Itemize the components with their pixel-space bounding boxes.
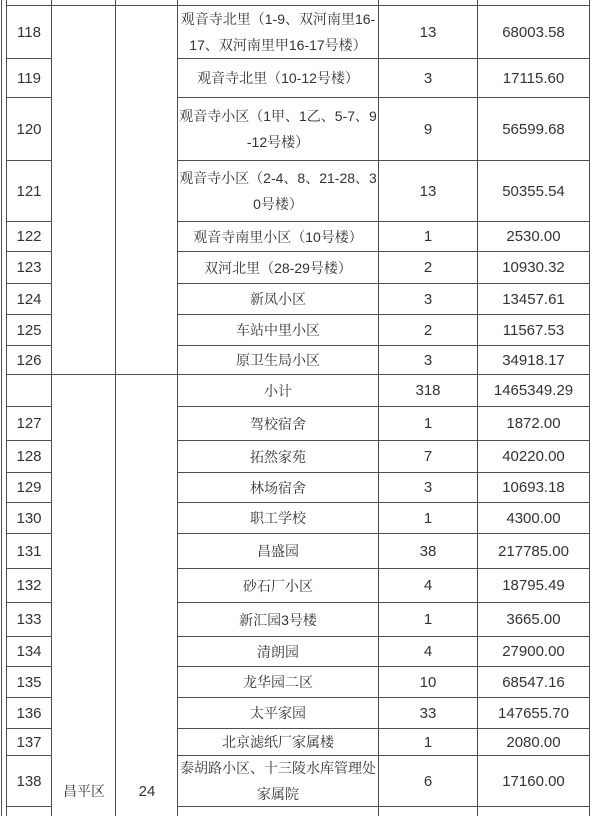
district-merged-cell bbox=[52, 503, 116, 534]
row-number-cell: 126 bbox=[6, 346, 52, 375]
unit-count-cell: 3 bbox=[379, 59, 478, 98]
table-row-120 bbox=[6, 98, 590, 161]
district-merged-cell bbox=[52, 603, 116, 637]
district-merged-cell bbox=[52, 346, 116, 375]
row-number-cell: 130 bbox=[6, 503, 52, 534]
row-number-cell: 120 bbox=[6, 98, 52, 161]
district-count-merged-cell bbox=[116, 59, 178, 98]
unit-count-cell: 9 bbox=[379, 98, 478, 161]
amount-cell: 10930.32 bbox=[478, 252, 590, 284]
row-number-cell: 131 bbox=[6, 534, 52, 569]
district-merged-cell bbox=[52, 534, 116, 569]
table-row-118 bbox=[6, 6, 590, 59]
unit-count-cell: 2 bbox=[379, 252, 478, 284]
amount-cell: 13457.61 bbox=[478, 284, 590, 315]
unit-count-cell: 33 bbox=[379, 698, 478, 729]
community-name-cell: 砂石厂小区 bbox=[178, 569, 379, 603]
amount-cell: 17160.00 bbox=[478, 756, 590, 807]
row-number-cell: 134 bbox=[6, 637, 52, 667]
table-row-123 bbox=[6, 252, 590, 284]
community-name-cell: 观音寺小区（1甲、1乙、5-7、9-12号楼） bbox=[178, 98, 379, 161]
district-count-merged-cell bbox=[116, 729, 178, 756]
amount-cell: 4300.00 bbox=[478, 503, 590, 534]
community-name-cell: 职工学校 bbox=[178, 503, 379, 534]
row-number-cell: 125 bbox=[6, 315, 52, 346]
district-count-merged-cell bbox=[116, 6, 178, 59]
unit-count-cell: 3 bbox=[379, 284, 478, 315]
amount-cell: 147655.70 bbox=[478, 698, 590, 729]
amount-cell: 27900.00 bbox=[478, 637, 590, 667]
row-number-cell: 135 bbox=[6, 667, 52, 698]
unit-count-cell: 2 bbox=[379, 315, 478, 346]
row-number-cell: 124 bbox=[6, 284, 52, 315]
unit-count-cell: 1 bbox=[379, 503, 478, 534]
community-name-cell: 车站中里小区 bbox=[178, 315, 379, 346]
table-row-133 bbox=[6, 603, 590, 637]
community-name-cell: 龙华园二区 bbox=[178, 667, 379, 698]
district-name-label: 昌平区 bbox=[63, 783, 105, 799]
row-number-cell: 123 bbox=[6, 252, 52, 284]
community-name-cell: 观音寺南里小区（10号楼） bbox=[178, 222, 379, 252]
unit-count-cell: 38 bbox=[379, 534, 478, 569]
district-count-merged-cell bbox=[116, 534, 178, 569]
subtotal-label-cell: 小计 bbox=[178, 375, 379, 407]
row-number-cell: 128 bbox=[6, 441, 52, 473]
district-merged-cell bbox=[52, 98, 116, 161]
district-count-merged-cell bbox=[116, 222, 178, 252]
amount-cell: 56599.68 bbox=[478, 98, 590, 161]
table-row-137 bbox=[6, 729, 590, 756]
table-row-136 bbox=[6, 698, 590, 729]
unit-count-cell: 13 bbox=[379, 161, 478, 222]
amount-cell: 40220.00 bbox=[478, 441, 590, 473]
unit-count-cell: 6 bbox=[379, 756, 478, 807]
district-merged-cell bbox=[52, 222, 116, 252]
row-number-cell: 132 bbox=[6, 569, 52, 603]
district-count-merged-cell bbox=[116, 441, 178, 473]
table-row-126 bbox=[6, 346, 590, 375]
table-row-127 bbox=[6, 407, 590, 441]
row-number-cell: 136 bbox=[6, 698, 52, 729]
community-name-cell: 观音寺北里（10-12号楼） bbox=[178, 59, 379, 98]
district-count-merged-cell bbox=[116, 637, 178, 667]
district-merged-cell bbox=[52, 284, 116, 315]
community-name-cell: 驾校宿舍 bbox=[178, 407, 379, 441]
row-number-cell: 119 bbox=[6, 59, 52, 98]
community-name-cell: 林场宿舍 bbox=[178, 473, 379, 503]
unit-count-cell: 13 bbox=[379, 6, 478, 59]
table-row-119 bbox=[6, 59, 590, 98]
community-name-cell: 观音寺小区（2-4、8、21-28、30号楼） bbox=[178, 161, 379, 222]
district-count-merged-cell bbox=[116, 375, 178, 407]
cropped-left-border bbox=[1, 0, 2, 816]
row-number-cell: 122 bbox=[6, 222, 52, 252]
subtotal-amount-cell: 1465349.29 bbox=[478, 375, 590, 407]
amount-cell: 17115.60 bbox=[478, 59, 590, 98]
district-merged-cell bbox=[52, 6, 116, 59]
district-count-merged-cell bbox=[116, 473, 178, 503]
community-name-cell: 太平家园 bbox=[178, 698, 379, 729]
table-row-134 bbox=[6, 637, 590, 667]
row-number-cell: 121 bbox=[6, 161, 52, 222]
row-number-cell: 137 bbox=[6, 729, 52, 756]
table-row-121 bbox=[6, 161, 590, 222]
district-count-merged-cell bbox=[116, 252, 178, 284]
district-merged-cell bbox=[52, 375, 116, 407]
unit-count-cell: 1 bbox=[379, 222, 478, 252]
amount-cell: 1872.00 bbox=[478, 407, 590, 441]
table-row-128 bbox=[6, 441, 590, 473]
row-number-cell bbox=[6, 375, 52, 407]
district-merged-cell bbox=[52, 637, 116, 667]
data-table bbox=[6, 0, 590, 816]
amount-cell: 3665.00 bbox=[478, 603, 590, 637]
table-row-131 bbox=[6, 534, 590, 569]
row-number-cell: 129 bbox=[6, 473, 52, 503]
district-merged-cell bbox=[52, 161, 116, 222]
district-merged-cell bbox=[52, 569, 116, 603]
district-merged-cell bbox=[52, 441, 116, 473]
district-count-merged-cell bbox=[116, 346, 178, 375]
amount-cell: 217785.00 bbox=[478, 534, 590, 569]
unit-count-cell: 4 bbox=[379, 637, 478, 667]
unit-count-cell: 1 bbox=[379, 729, 478, 756]
district-merged-cell bbox=[52, 473, 116, 503]
community-name-cell: 新凤小区 bbox=[178, 284, 379, 315]
community-name-cell: 双河北里（28-29号楼） bbox=[178, 252, 379, 284]
district-merged-cell bbox=[52, 729, 116, 756]
community-name-cell: 观音寺北里（1-9、双河南里16-17、双河南里甲16-17号楼） bbox=[178, 6, 379, 59]
district-count-merged-cell bbox=[116, 284, 178, 315]
district-count-merged-cell bbox=[116, 603, 178, 637]
district-count-merged-cell bbox=[116, 569, 178, 603]
district-count-merged-cell bbox=[116, 161, 178, 222]
unit-count-cell: 10 bbox=[379, 667, 478, 698]
cropped-row-above bbox=[6, 0, 590, 5]
community-name-cell: 拓然家苑 bbox=[178, 441, 379, 473]
district-count-merged-cell bbox=[116, 503, 178, 534]
table-row-125 bbox=[6, 315, 590, 346]
community-name-cell: 北京滤纸厂家属楼 bbox=[178, 729, 379, 756]
district-merged-cell bbox=[52, 59, 116, 98]
district-merged-cell bbox=[52, 252, 116, 284]
table-row-124 bbox=[6, 284, 590, 315]
community-name-cell: 新汇园3号楼 bbox=[178, 603, 379, 637]
amount-cell: 18795.49 bbox=[478, 569, 590, 603]
community-name-cell: 昌盛园 bbox=[178, 534, 379, 569]
unit-count-cell: 3 bbox=[379, 473, 478, 503]
row-number-cell: 118 bbox=[6, 6, 52, 59]
amount-cell: 34918.17 bbox=[478, 346, 590, 375]
district-count-merged-cell bbox=[116, 407, 178, 441]
amount-cell: 50355.54 bbox=[478, 161, 590, 222]
amount-cell: 2530.00 bbox=[478, 222, 590, 252]
cropped-row-below bbox=[6, 807, 590, 816]
community-name-cell: 泰胡路小区、十三陵水库管理处家属院 bbox=[178, 756, 379, 807]
unit-count-cell: 3 bbox=[379, 346, 478, 375]
amount-cell: 2080.00 bbox=[478, 729, 590, 756]
subtotal-count-cell: 318 bbox=[379, 375, 478, 407]
unit-count-cell: 1 bbox=[379, 407, 478, 441]
district-count-merged-cell bbox=[116, 98, 178, 161]
district-count-merged-cell bbox=[116, 667, 178, 698]
district-merged-cell bbox=[52, 698, 116, 729]
district-count-label: 24 bbox=[138, 782, 156, 800]
row-number-cell: 127 bbox=[6, 407, 52, 441]
unit-count-cell: 1 bbox=[379, 603, 478, 637]
district-merged-cell bbox=[52, 315, 116, 346]
row-number-cell: 133 bbox=[6, 603, 52, 637]
unit-count-cell: 4 bbox=[379, 569, 478, 603]
table-row-129 bbox=[6, 473, 590, 503]
table-row-135 bbox=[6, 667, 590, 698]
amount-cell: 10693.18 bbox=[478, 473, 590, 503]
table-row-subtotal bbox=[6, 375, 590, 407]
unit-count-cell: 7 bbox=[379, 441, 478, 473]
table-row-122 bbox=[6, 222, 590, 252]
community-name-cell: 原卫生局小区 bbox=[178, 346, 379, 375]
table-body bbox=[6, 5, 590, 816]
amount-cell: 11567.53 bbox=[478, 315, 590, 346]
community-name-cell: 清朗园 bbox=[178, 637, 379, 667]
district-merged-cell bbox=[52, 407, 116, 441]
district-count-merged-cell bbox=[116, 315, 178, 346]
table-row-130 bbox=[6, 503, 590, 534]
amount-cell: 68003.58 bbox=[478, 6, 590, 59]
amount-cell: 68547.16 bbox=[478, 667, 590, 698]
table-row-132 bbox=[6, 569, 590, 603]
row-number-cell: 138 bbox=[6, 756, 52, 807]
district-merged-cell bbox=[52, 667, 116, 698]
district-count-merged-cell bbox=[116, 698, 178, 729]
